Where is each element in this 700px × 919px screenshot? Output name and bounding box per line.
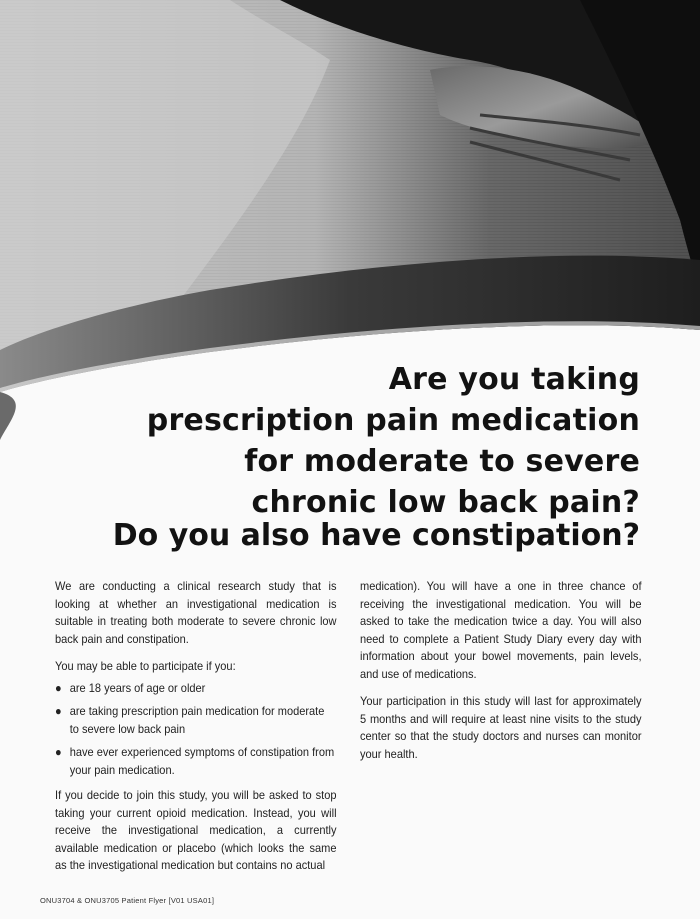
- headline-line-2: prescription pain medication: [146, 403, 640, 438]
- eligibility-intro: You may be able to participate if you:: [55, 659, 236, 673]
- headline-line-3: for moderate to severe: [244, 444, 640, 479]
- bullet-dot-icon: ●: [55, 745, 62, 759]
- bullet-dot-icon: ●: [55, 680, 62, 695]
- criterion-text: are 18 years of age or older: [69, 680, 206, 695]
- headline-line-1: Are you taking: [388, 362, 640, 397]
- left-column: [55, 578, 337, 885]
- bullet-dot-icon: ●: [55, 704, 62, 718]
- headline: [146, 362, 640, 529]
- duration-paragraph: Your participation in this study will last for approximately 5 months and will require at least nine visits to the study center so that the study doctors and nurses can monitor your health.: [360, 694, 642, 761]
- intro-paragraph: We are conducting a clinical research study that is looking at whether an investigational medication is suitable in treating both moderate to severe chronic low back pain and constipation.: [55, 579, 337, 646]
- join-paragraph: If you decide to join this study, you will be asked to stop taking your current opioid medication. Instead, you will receive the investigational medication, a currently available medication or placebo (which looks the same as the investigational medication but contains no actual: [55, 788, 337, 872]
- list-item: [55, 703, 337, 738]
- right-column: [360, 578, 642, 773]
- list-item: [55, 680, 337, 698]
- criterion-text: have ever experienced symptoms of constipation from your pain medication.: [69, 745, 335, 777]
- headline-line-4: chronic low back pain?: [251, 485, 640, 520]
- eligibility-list: [55, 680, 337, 780]
- criterion-text: are taking prescription pain medication for moderate to severe low back pain: [69, 704, 325, 736]
- list-item: [55, 744, 337, 779]
- document-code: ONU3704 & ONU3705 Patient Flyer [V01 USA01]: [40, 896, 215, 905]
- subheading: Do you also have constipation?: [112, 518, 640, 553]
- continued-paragraph: medication). You will have a one in three chance of receiving the investigational medication. You will be asked to take the medication twice a day. You will also need to complete a Patient Study Diary every day with information about your bowel movements, pain levels, and use of medications.: [360, 579, 642, 681]
